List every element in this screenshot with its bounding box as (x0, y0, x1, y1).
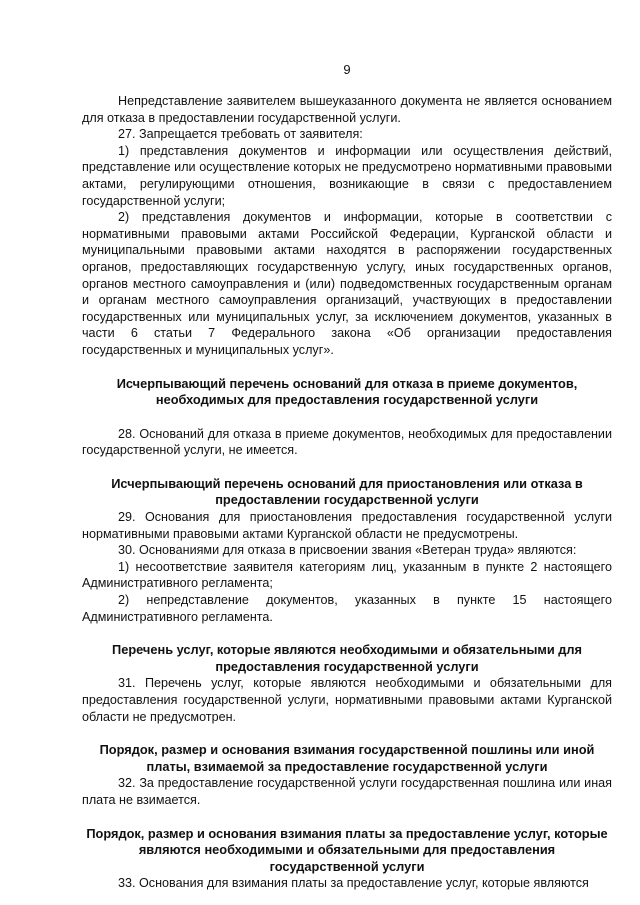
paragraph: 30. Основаниями для отказа в присвоении звания «Ветеран труда» являются: (118, 543, 577, 558)
paragraph: 32. За предоставление государственной услуги государственная пошлина или иная плата не взимается. (82, 776, 612, 807)
section-heading: Исчерпывающий перечень оснований для приостановления или отказа в предоставлении государственной услуги (111, 475, 583, 508)
paragraph: 28. Оснований для отказа в приеме документов, необходимых для предоставлении государственной услуги, не имеется. (82, 426, 612, 458)
page-number: 9 (343, 62, 351, 77)
section-heading: Перечень услуг, которые являются необходимыми и обязательными для предоставления государственной услуги (112, 642, 582, 674)
paragraph: 1) представления документов и информации или осуществления действий, представление или осуществление которых не предусмотрено нормативными правовыми актами, регулирующими отношения, возникающие в связи с предоставлением государственной услуги; (82, 143, 612, 208)
paragraph: 29. Основания для приостановления предоставления государственной услуги нормативными правовыми актами Курганской области не предусмотрены. (82, 510, 612, 541)
paragraph: 1) несоответствие заявителя категориям лиц, указанным в пункте 2 настоящего Административного регламента; (82, 559, 612, 591)
section-heading: Исчерпывающий перечень оснований для отказа в приеме документов, необходимых для предоставления государственной услуги (116, 375, 578, 408)
paragraph: 2) представления документов и информации, которые в соответствии с нормативными правовыми актами Российской Федерации, Курганской области и муниципальными правовыми актами находятся в распоряжении государственных органов, предоставляющих государственную услугу, иных государственных органов, органов местного самоуправления и (или) подведомственных государственным органам и органам местного самоуправления организаций, участвующих в предоставлении государственных или муниципальных услуг, за исключением документов, указанных в части 6 статьи 7 Федерального закона «Об организации предоставления государственных и муниципальных услуг». (82, 210, 612, 357)
section-heading: Порядок, размер и основания взимания государственной пошлины или иной платы, взимаемой за предоставление государственной услуги (99, 742, 595, 774)
paragraph: 2) непредставление документов, указанных в пункте 15 настоящего Административного регламента. (82, 593, 612, 624)
paragraph: 27. Запрещается требовать от заявителя: (118, 127, 363, 142)
paragraph: 31. Перечень услуг, которые являются необходимыми и обязательными для предоставления государственной услуги, нормативными правовыми актами Курганской области не предусмотрен. (82, 676, 612, 724)
paragraph: Непредставление заявителем вышеуказанного документа не является основанием для отказа в предоставлении государственной услуги. (82, 94, 612, 125)
paragraph: 33. Основания для взимания платы за предоставление услуг, которые являются (118, 876, 589, 891)
section-heading: Порядок, размер и основания взимания платы за предоставление услуг, которые являются необходимыми и обязательными для предоставления государственной услуги (86, 825, 608, 874)
